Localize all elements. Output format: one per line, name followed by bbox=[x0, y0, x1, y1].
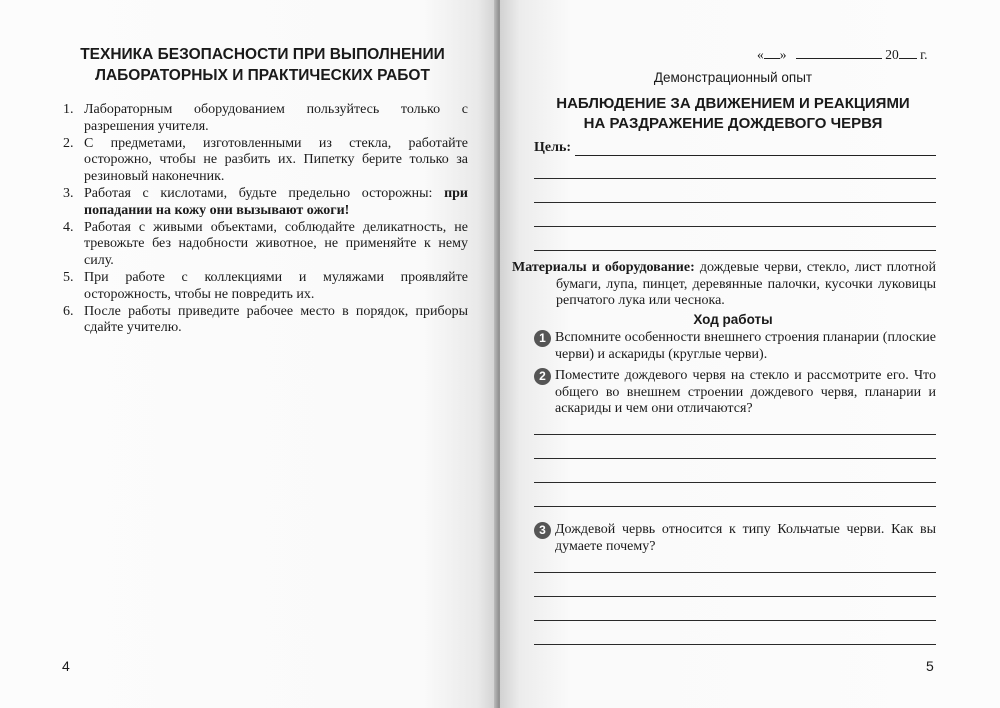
task-3-answer-line[interactable] bbox=[534, 620, 936, 621]
task-text: Вспомните особенности внешнего строения планарии (плоские черви) и аскариды (круглые черви). bbox=[555, 330, 936, 362]
left-page bbox=[0, 0, 498, 708]
rule-warning-bold: при попадании на кожу они вызывают ожоги! bbox=[84, 185, 468, 218]
safety-rules-list bbox=[58, 102, 468, 337]
safety-title bbox=[60, 44, 465, 86]
goal-answer-line[interactable] bbox=[534, 226, 936, 227]
safety-rule bbox=[58, 102, 468, 136]
goal-answer-line[interactable] bbox=[534, 202, 936, 203]
date-month-blank[interactable] bbox=[796, 58, 882, 59]
safety-rule bbox=[58, 270, 468, 304]
rule-number: 6. bbox=[63, 303, 74, 319]
page-number-right: 5 bbox=[926, 658, 934, 674]
experiment-title-line-2: НА РАЗДРАЖЕНИЕ ДОЖДЕВОГО ЧЕРВЯ bbox=[583, 115, 883, 132]
safety-rule bbox=[58, 220, 468, 270]
rule-text: Работая с живыми объектами, соблюдайте деликатность, не тревожьте без надобности животное, не применяйте к нему силу. bbox=[84, 219, 468, 269]
procedure-title: Ход работы bbox=[693, 312, 773, 327]
safety-rule bbox=[58, 304, 468, 338]
rule-text: После работы приведите рабочее место в порядок, приборы сдайте учителю. bbox=[84, 303, 468, 336]
task-3-answer-line[interactable] bbox=[534, 572, 936, 573]
date-field[interactable] bbox=[757, 47, 928, 63]
rule-text: С предметами, изготовленными из стекла, работайте осторожно, чтобы не разбить их. Пипетку берите только за резиновый наконечник. bbox=[84, 135, 468, 185]
task-2-answer-line[interactable] bbox=[534, 506, 936, 507]
task-item bbox=[534, 330, 936, 363]
task-2-answer-line[interactable] bbox=[534, 434, 936, 435]
date-year-blank[interactable] bbox=[899, 58, 917, 59]
task-text: Дождевой червь относится к типу Кольчатые черви. Как вы думаете почему? bbox=[555, 522, 936, 554]
materials-label: Материалы и оборудование: bbox=[512, 260, 695, 275]
safety-rule bbox=[58, 136, 468, 186]
date-day-blank[interactable] bbox=[764, 58, 780, 59]
rule-number: 4. bbox=[63, 219, 74, 235]
rule-number: 3. bbox=[63, 185, 74, 201]
date-year-suffix: г. bbox=[920, 47, 928, 62]
task-text: Поместите дождевого червя на стекло и рассмотрите его. Что общего во внешнем строении дождевого червя, планарии и аскариды и чем они отличаются? bbox=[555, 368, 936, 417]
date-quote-close: » bbox=[779, 47, 787, 62]
safety-title-line-1: ТЕХНИКА БЕЗОПАСНОСТИ ПРИ ВЫПОЛНЕНИИ bbox=[80, 46, 445, 63]
page-number-left: 4 bbox=[62, 658, 70, 674]
goal-field[interactable] bbox=[534, 140, 936, 156]
materials-paragraph bbox=[512, 260, 937, 310]
task-2-answer-line[interactable] bbox=[534, 482, 936, 483]
task-3-answer-line[interactable] bbox=[534, 644, 936, 645]
demo-label: Демонстрационный опыт bbox=[653, 70, 813, 85]
task-number-badge: 1 bbox=[534, 330, 551, 347]
task-number-badge: 3 bbox=[534, 522, 551, 539]
rule-text: Работая с кислотами, будьте предельно осторожны: bbox=[84, 185, 445, 201]
materials-text: дождевые черви, стекло, лист плотной бумаги, лупа, пинцет, деревянные палочки, кусочки луковицы репчатого лука или чеснока. bbox=[556, 260, 937, 309]
experiment-title-line-1: НАБЛЮДЕНИЕ ЗА ДВИЖЕНИЕМ И РЕАКЦИЯМИ bbox=[556, 95, 910, 112]
task-2-answer-line[interactable] bbox=[534, 458, 936, 459]
rule-number: 1. bbox=[63, 102, 74, 117]
rule-number: 2. bbox=[63, 135, 74, 151]
task-3-answer-line[interactable] bbox=[534, 596, 936, 597]
task-number-badge: 2 bbox=[534, 368, 551, 385]
goal-label: Цель: bbox=[534, 140, 572, 155]
goal-answer-line[interactable] bbox=[534, 250, 936, 251]
task-item bbox=[534, 522, 936, 555]
task-item bbox=[534, 368, 936, 418]
safety-rule bbox=[58, 186, 468, 220]
rule-text: Лабораторным оборудованием пользуйтесь только с разрешения учителя. bbox=[84, 102, 468, 134]
rule-text: При работе с коллекциями и муляжами проявляйте осторожность, чтобы не повредить их. bbox=[84, 269, 468, 302]
experiment-title bbox=[533, 94, 933, 134]
safety-title-line-2: ЛАБОРАТОРНЫХ И ПРАКТИЧЕСКИХ РАБОТ bbox=[95, 67, 430, 84]
rule-number: 5. bbox=[63, 269, 74, 285]
goal-answer-line[interactable] bbox=[575, 143, 936, 156]
date-quote-open: « bbox=[757, 47, 764, 62]
date-year-prefix: 20 bbox=[885, 47, 899, 62]
goal-answer-line[interactable] bbox=[534, 178, 936, 179]
